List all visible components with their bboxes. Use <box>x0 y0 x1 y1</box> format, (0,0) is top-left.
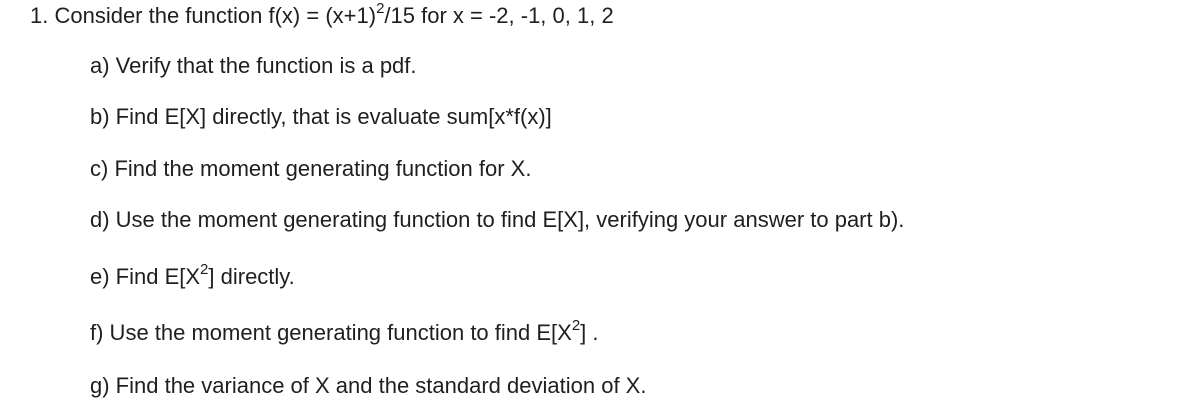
part-a: a) Verify that the function is a pdf. <box>90 53 417 78</box>
part-e <box>90 260 295 291</box>
part-f <box>90 316 599 347</box>
part-e-exponent: 2 <box>200 260 209 278</box>
problem-text-suffix: /15 for x = -2, -1, 0, 1, 2 <box>384 3 614 28</box>
problem-statement <box>30 2 614 30</box>
part-e-suffix: ] directly. <box>208 264 295 289</box>
part-g: g) Find the variance of X and the standard deviation of X. <box>90 373 647 398</box>
problem-text-prefix: 1. Consider the function f(x) = (x+1) <box>30 3 377 28</box>
part-d: d) Use the moment generating function to find E[X], verifying your answer to part b). <box>90 207 905 232</box>
part-e-prefix: e) Find E[X <box>90 264 201 289</box>
part-f-suffix: ] . <box>580 320 599 345</box>
part-f-prefix: f) Use the moment generating function to find E[X <box>90 320 572 345</box>
part-c: c) Find the moment generating function for X. <box>90 156 532 181</box>
problem-exponent: 2 <box>376 0 385 17</box>
part-b: b) Find E[X] directly, that is evaluate sum[x*f(x)] <box>90 104 552 129</box>
part-f-exponent: 2 <box>571 316 581 334</box>
